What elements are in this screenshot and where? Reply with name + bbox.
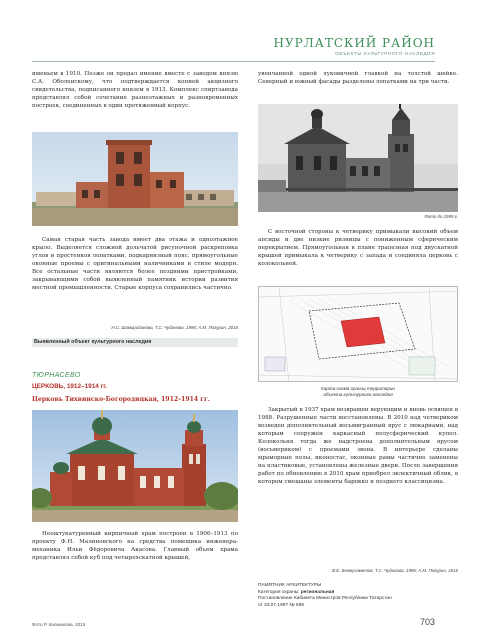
right-paragraph-2: Закрытый в 1937 храм возвращен верующим и вновь освящен в 1988. Разрушенные части восстановлены. В 2010 над четвериком возведен дополнительный восьмигранный ярус с люкарнами, над которым сооружен каркасный полусферический купол. Колокольня тогда же надстроена дополнительным ярусом (восьмериком) с проемами звона. В интерьере сделаны мраморные полы, иконостас, оконные рамы частично заменены на пластиковые, установлены железные двери. После завершения работ по обновлению в 2010 храм приобрел эклектичный облик, в котором смешаны элементы барокко и позднего классицизма.	[258, 407, 458, 485]
page-number: 703	[419, 617, 435, 627]
object-title-full: Церковь Тихвинско-Богородицкая, 1912–1914 гг.	[32, 396, 210, 403]
monument-category-value: региональная	[300, 589, 335, 595]
region-subtitle: ОБЪЕКТЫ КУЛЬТУРНОГО НАСЛЕДИЯ	[335, 51, 435, 56]
top-right-paragraph: увенчанной одной луковичной главкой на толстой шейке. Северный и южный фасады разделены лопатками на три части.	[258, 71, 458, 85]
top-left-paragraph: именьем в 1910. Позже он продал имение вместе с заводом князю С.А. Оболенскому, что подтверждается копией акцизного свидетельства, подписанного князем в 1913. Комплекс спиртзавода представлял собой сочетание разноэтажных и разновременных построек, соединенных в один протяженный корпус.	[32, 71, 238, 109]
church-footprint-highlight	[341, 317, 385, 347]
footer-photo-credit: Фото Р. Калмыкова, 2015	[32, 622, 86, 627]
region-title: НУРЛАТСКИЙ РАЙОН	[273, 36, 435, 50]
location-name: ТЮРНАСЕВО	[32, 372, 81, 379]
monument-info	[258, 583, 458, 609]
map-caption-line-2: объекта культурного наследия	[323, 392, 393, 397]
section-label: Выявленный объект культурного наследия	[34, 339, 152, 345]
left-credit: Н.С. Шамирадинова, Т.С. Чудинова, 1996; А.М. Погурин, 2016	[111, 325, 238, 330]
object-title: ЦЕРКОВЬ, 1912–1914 гг.	[32, 383, 108, 390]
monument-category-prefix: Категория охраны:	[258, 589, 301, 595]
factory-building-photo	[32, 132, 238, 226]
monument-decree: Постановление Кабинета Министров Республики Татарстан	[258, 596, 392, 602]
old-photo-caption: Фото до 1999 г.	[424, 214, 458, 219]
right-credit: В.Е. Бекмухаметов, Т.С. Чудинова, 1996; А.М. Погурин, 2016	[332, 568, 458, 573]
map-caption-line-1: Карта-схема границ территории	[320, 386, 395, 391]
monument-type: ПАМЯТНИК АРХИТЕКТУРЫ	[258, 583, 322, 588]
left-paragraph-1: Самая старая часть завода имеет два этажа и одноэтажное крыло. Выделяется сложной дольчатой рисуночной раскреповка углов и простенков лопатками, подкарнизный пояс, прямоугольные оконные проемы с оригинальными наличниками в стиле модерн. Все остальные части являются более поздними пристройками, закрывающими собой выявленный памятник истории развития местной промышленности. Старые корпуса сохранились частично.	[32, 237, 238, 291]
left-paragraph-2: Неоштукатуренный кирпичный храм построен в 1906–1913 по проекту Ф.Н. Малиновского на средства помещика инженера-механика Ильи Фёдоровича Акасова. Главный объем храма представлял собой куб под четырехскатной крышей,	[32, 531, 238, 561]
header-divider	[32, 61, 435, 62]
monument-decree-date: от 23.07.1997 № 599	[258, 602, 304, 608]
territory-map	[258, 286, 458, 382]
red-church-photo	[32, 410, 238, 522]
right-paragraph-1: С восточной стороны к четверику примыкали высокий объем апсиды и две низкие ризницы с пониженным сферическим перекрытием. Прямоугольная в плане трапезная под двускатной крышей примыкала к четверику с запада и соединяла церковь с колокольней.	[258, 229, 458, 267]
old-church-photo	[258, 104, 458, 212]
